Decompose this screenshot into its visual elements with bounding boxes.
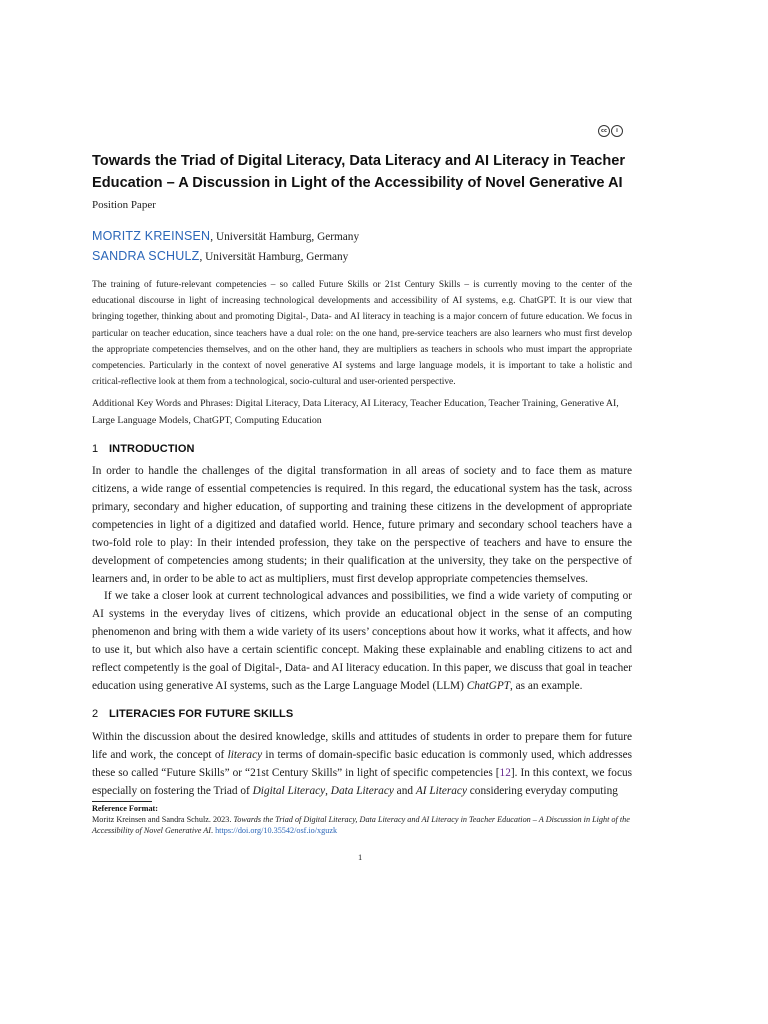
keywords: Additional Key Words and Phrases: Digital Literacy, Data Literacy, AI Literacy, Teacher Education, Teacher Training, Generative AI, Large Language Models, ChatGPT, Computing Education bbox=[92, 398, 619, 426]
section-number: 1 bbox=[92, 443, 99, 455]
author-affiliation: , Universität Hamburg, Germany bbox=[210, 231, 360, 243]
citation-link[interactable]: 12 bbox=[499, 767, 511, 779]
page-number: 1 bbox=[358, 852, 363, 862]
abstract: The training of future-relevant competencies – so called Future Skills or 21st Century Skills – is currently moving to the center of the educational discourse in light of increasing technological developments and accessibility of AI systems, e.g. ChatGPT. It is our view that bringing together, thinking about and promoting Digital-, Data- and AI literacy in teaching is a major concern of future education. We focus in particular on teacher education, since teachers have a dual role: on the one hand, pre-service teachers are also learners who must first develop the appropriate competencies themselves, and on the other hand, they are multipliers as teachers in schools who must impart the appropriate competencies. Particularly in the context of novel generative AI systems and large language models, it is important to take a holistic and critical-reflective look at them from a technological, socio-cultural and user-oriented perspective. bbox=[92, 280, 632, 388]
reference-format-text: Moritz Kreinsen and Sandra Schulz. 2023. Towards the Triad of Digital Literacy, Data Literacy and AI Literacy in Teacher Education – A Discussion in Light of the Accessibility of Novel Generative AI. https://doi.org/10.35542/osf.io/xguzk bbox=[92, 815, 630, 835]
section-title: INTRODUCTION bbox=[109, 443, 195, 455]
section-number: 2 bbox=[92, 708, 99, 720]
reference-format-label: Reference Format: bbox=[92, 804, 158, 813]
section-heading bbox=[92, 443, 195, 455]
license-badge[interactable] bbox=[598, 125, 623, 137]
author-affiliation: , Universität Hamburg, Germany bbox=[199, 251, 349, 263]
paper-subtitle: Position Paper bbox=[92, 199, 156, 211]
paragraph: If we take a closer look at current technological advances and possibilities, we find a wide variety of computing or AI systems in the everyday lives of citizens, which provide an educational object in the sense of an computing phenomenon and bring with them a wide variety of its users’ conceptions about how it works, what it affects, and how to use it, but which also have a certain scientific concept. Making these explainable and enabling citizens to act and reflect competently is the goal of Digital-, Data- and AI literacy education. In this paper, we discuss that goal in teacher education using generative AI systems, such as the Large Language Model (LLM) ChatGPT, as an example. bbox=[92, 590, 632, 692]
section-title: LITERACIES FOR FUTURE SKILLS bbox=[109, 708, 294, 720]
author-line bbox=[92, 229, 359, 243]
paragraph: In order to handle the challenges of the digital transformation in all areas of society and to face them as mature citizens, a wide range of essential competencies is required. In this regard, the educational system has the task, across primary, secondary and higher education, of supporting and training these citizens in the development of appropriate competencies in light of a digitized and datafied world. Hence, future primary and secondary school teachers have a two-fold role to play: In their intended profession, they take on the perspective of teachers and have to ensure the development of competencies among students; in their qualification at the university, they take on the perspective of learners and, in order to be able to act as multipliers, must first develop appropriate competencies themselves. bbox=[92, 465, 632, 585]
author-name[interactable]: MORITZ KREINSEN bbox=[92, 229, 211, 243]
section-heading bbox=[92, 708, 293, 720]
by-icon: i bbox=[611, 125, 623, 137]
author-line bbox=[92, 249, 348, 263]
cc-icon: cc bbox=[598, 125, 610, 137]
author-name[interactable]: SANDRA SCHULZ bbox=[92, 249, 200, 263]
paragraph: Within the discussion about the desired knowledge, skills and attitudes of students in order to prepare them for future life and work, the concept of literacy in terms of domain-specific basic education is commonly used, which addresses these so called “Future Skills” or “21st Century Skills” in light of specific competencies [12]. In this context, we focus especially on fostering the Triad of Digital Literacy, Data Literacy and AI Literacy considering everyday computing bbox=[92, 731, 633, 797]
doi-link[interactable]: https://doi.org/10.35542/osf.io/xguzk bbox=[215, 825, 338, 835]
footnote-divider bbox=[92, 801, 152, 802]
paper-title: Towards the Triad of Digital Literacy, Data Literacy and AI Literacy in Teacher Education – A Discussion in Light of the Accessibility of Novel Generative AI bbox=[92, 153, 626, 191]
